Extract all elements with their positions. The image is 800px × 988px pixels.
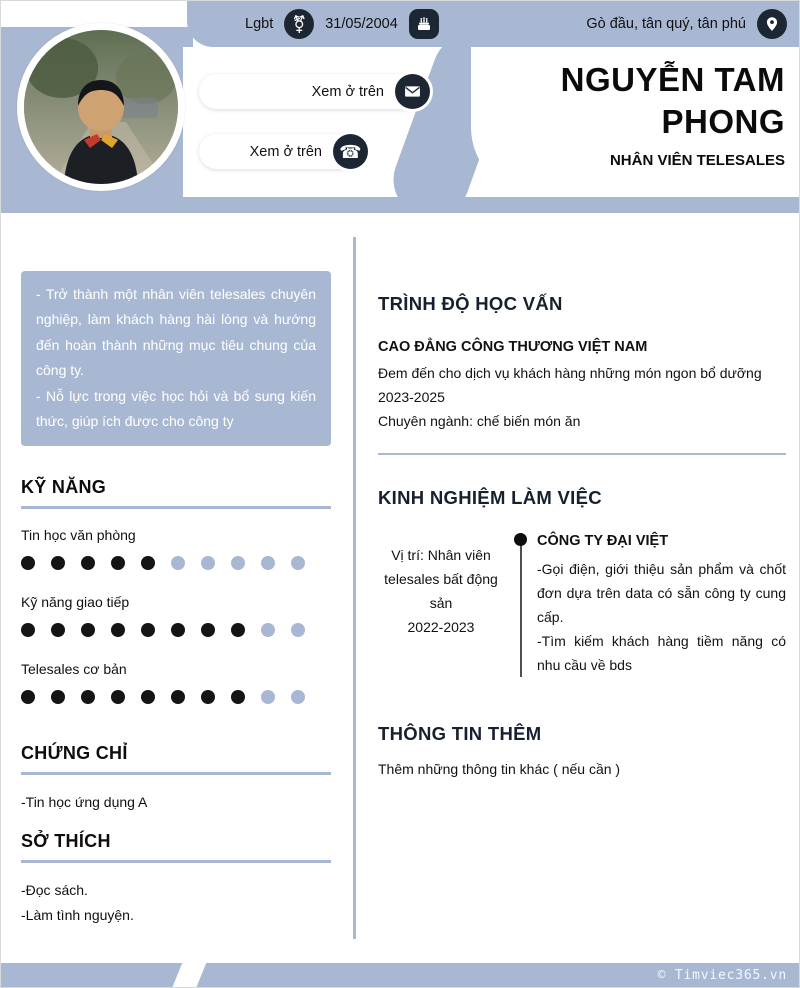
experience-detail: -Gọi điện, giới thiệu sản phẩm và chốt đơn dựa trên data có sẵn công ty cung cấp. [537, 561, 786, 626]
skill-dot-filled [201, 623, 215, 637]
education-school: CAO ĐẲNG CÔNG THƯƠNG VIỆT NAM [378, 339, 648, 355]
section-divider [378, 453, 786, 455]
profile-photo [17, 23, 185, 191]
footer-bar [1, 963, 800, 988]
phone-icon: ☎ [333, 134, 368, 169]
objective-line: - Nỗ lực trong việc học hỏi và bổ sung kiến thức, giúp ích được cho công ty [36, 387, 316, 430]
skill-dot-filled [81, 690, 95, 704]
skill-label: Telesales cơ bản [21, 661, 127, 677]
header-info-bar [187, 1, 800, 47]
education-details [378, 361, 786, 433]
education-description: Đem đến cho dịch vụ khách hàng những món ngon bổ dưỡng [378, 365, 762, 381]
additional-info-section [378, 723, 786, 777]
skill-dot-filled [141, 556, 155, 570]
address-text: Gò đầu, tân quý, tân phú [586, 16, 746, 32]
timeline-dot [514, 533, 527, 546]
skill-dot-empty [291, 690, 305, 704]
email-contact-button[interactable] [199, 74, 429, 109]
skill-dot-filled [141, 623, 155, 637]
envelope-icon [395, 74, 430, 109]
education-period: 2023-2025 [378, 389, 445, 406]
column-divider [353, 237, 356, 939]
career-objective-box [21, 271, 331, 446]
skill-dot-empty [171, 556, 185, 570]
skill-dot-filled [201, 690, 215, 704]
education-major: Chuyên ngành: chế biến món ăn [378, 413, 581, 430]
skill-dot-filled [171, 623, 185, 637]
skill-dot-empty [261, 556, 275, 570]
skill-dot-filled [51, 623, 65, 637]
phone-contact-label: Xem ở trên [249, 143, 322, 160]
skills-heading: KỸ NĂNG [21, 477, 331, 509]
skill-dots [21, 623, 331, 637]
skill-dots [21, 690, 331, 704]
skill-dots [21, 556, 331, 570]
skill-dot-empty [291, 623, 305, 637]
hobby-item: -Đọc sách. [21, 882, 88, 898]
skill-dot-filled [171, 690, 185, 704]
experience-timeline-block [520, 533, 786, 677]
skill-dot-filled [51, 690, 65, 704]
experience-position: Vị trí: Nhân viên telesales bất động sản [384, 547, 498, 612]
candidate-name: NGUYỄN TAM PHONG [560, 61, 785, 141]
certificate-item: -Tin học ứng dụng A [21, 794, 148, 810]
skill-dot-filled [21, 690, 35, 704]
skills-section [21, 477, 331, 704]
skill-dot-filled [231, 623, 245, 637]
gender-icon: ⚧ [284, 9, 314, 39]
gender-label: Lgbt [245, 16, 274, 32]
footer-credit-link[interactable]: © Timviec365.vn [657, 968, 787, 983]
additional-info-heading: THÔNG TIN THÊM [378, 723, 542, 744]
skill-dot-filled [141, 690, 155, 704]
experience-entry [378, 533, 786, 677]
skill-dot-empty [261, 690, 275, 704]
job-title: NHÂN VIÊN TELESALES [609, 152, 785, 170]
experience-heading: KINH NGHIỆM LÀM VIỆC [378, 487, 602, 508]
skill-dot-filled [81, 623, 95, 637]
education-heading: TRÌNH ĐỘ HỌC VẤN [378, 293, 563, 314]
skill-dot-filled [21, 623, 35, 637]
skill-dot-filled [21, 556, 35, 570]
hobbies-heading: SỞ THÍCH [21, 831, 331, 863]
phone-contact-button[interactable] [199, 134, 367, 169]
skill-dot-filled [111, 623, 125, 637]
certificates-section [21, 743, 331, 815]
hobbies-section [21, 831, 331, 928]
email-contact-label: Xem ở trên [311, 83, 384, 100]
header-bottom-strip [1, 197, 800, 213]
skill-dot-filled [51, 556, 65, 570]
experience-company: CÔNG TY ĐẠI VIỆT [537, 533, 669, 549]
experience-section [378, 487, 786, 677]
skill-dot-empty [291, 556, 305, 570]
hobby-item: -Làm tình nguyện. [21, 907, 134, 924]
education-section [378, 293, 786, 433]
experience-period: 2022-2023 [407, 619, 475, 636]
skill-dot-filled [81, 556, 95, 570]
skill-dot-filled [231, 690, 245, 704]
birthdate-text: 31/05/2004 [325, 16, 398, 32]
experience-position-block [378, 533, 504, 677]
certificates-heading: CHỨNG CHỈ [21, 743, 331, 775]
objective-line: - Trở thành một nhân viên telesales chuyên nghiệp, làm khách hàng hài lòng và hướng đến hoàn thành những mục tiêu chung của công ty. [36, 286, 316, 379]
skill-label: Tin học văn phòng [21, 527, 136, 543]
cv-header [1, 1, 800, 213]
skill-label: Kỹ năng giao tiếp [21, 594, 130, 610]
additional-info-text: Thêm những thông tin khác ( nếu cần ) [378, 761, 621, 777]
experience-detail: -Tìm kiếm khách hàng tiềm năng có nhu cầu về bds [537, 633, 786, 674]
skill-dot-filled [111, 556, 125, 570]
location-pin-icon [757, 9, 787, 39]
skill-dot-empty [201, 556, 215, 570]
birthday-cake-icon [409, 9, 439, 39]
name-block [445, 59, 785, 169]
skill-dot-empty [231, 556, 245, 570]
skill-dot-empty [261, 623, 275, 637]
skill-dot-filled [111, 690, 125, 704]
footer-notch-shape [172, 963, 207, 988]
